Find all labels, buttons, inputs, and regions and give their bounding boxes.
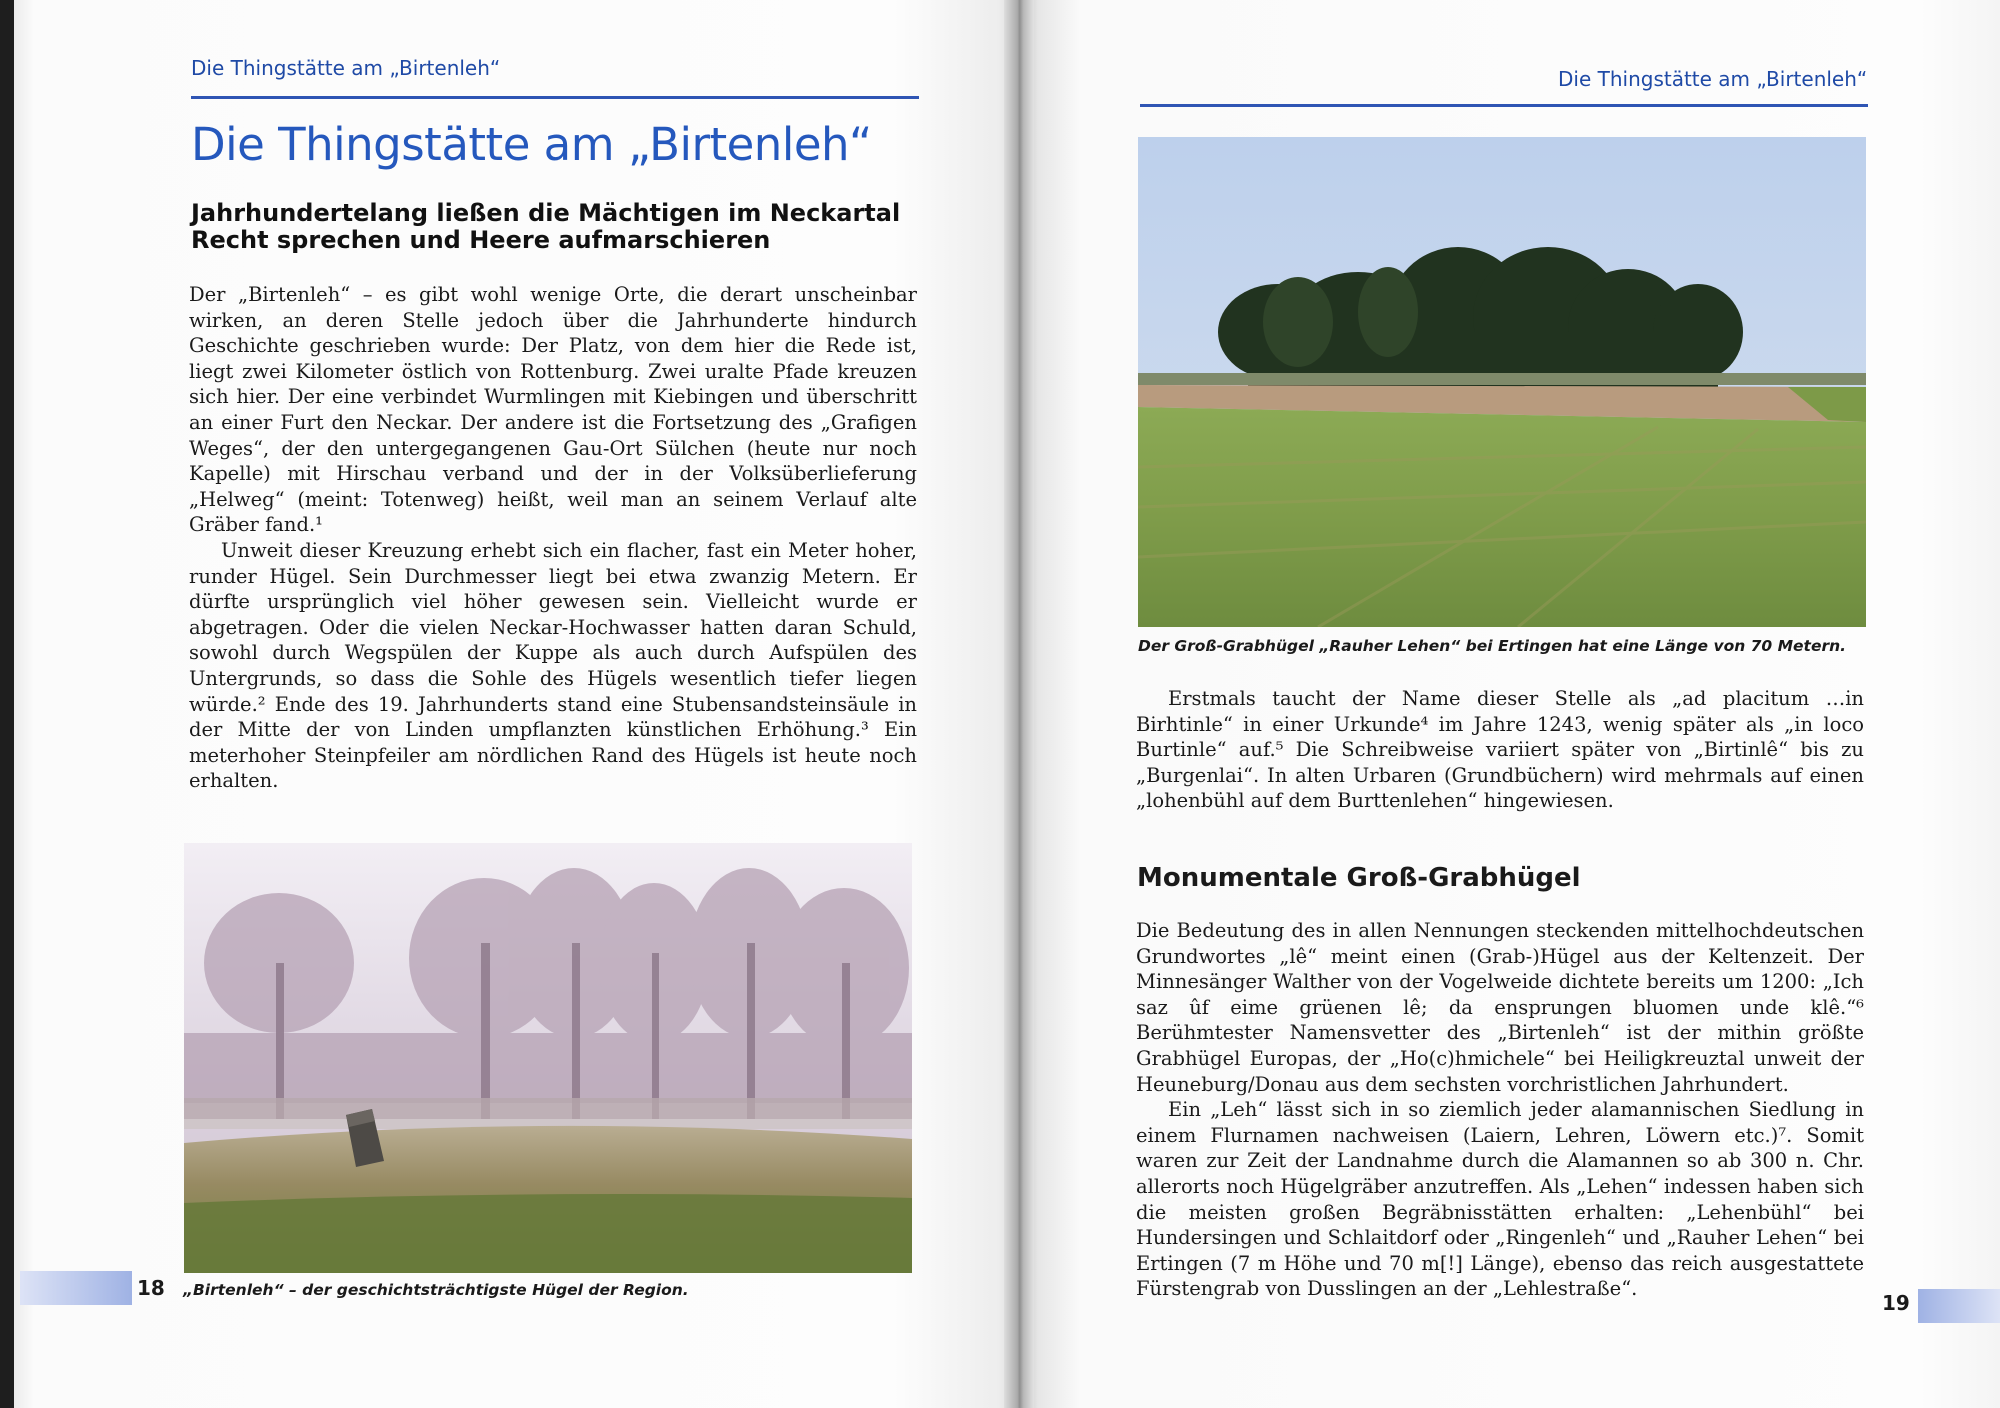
chapter-subtitle [191, 200, 951, 254]
left-paragraph-2: Unweit dieser Kreuzung erhebt sich ein flacher, fast ein Meter hoher, runder Hügel. Sein Durchmesser liegt bei etwa zwanzig Metern. Er dürfte ursprünglich viel höher gewesen sein. Vielleicht wurde er abgetragen. Oder die vielen Neckar-Hochwasser hatten daran Schuld, sowohl durch Wegspülen der Kuppe als auch durch Aufspülen des Untergrunds, so dass die Sohle des Hügels wesentlich tiefer liegen würde.² Ende des 19. Jahrhunderts stand eine Stubensandsteinsäule in der Mitte der von Linden umpflanzten künstlichen Erhöhung.³ Ein meterhoher Steinpfeiler am nördlichen Rand des Hügels ist heute noch erhalten. [189, 538, 917, 793]
subtitle-line-2: Recht sprechen und Heere aufmarschieren [191, 226, 771, 254]
header-rule-left [191, 96, 919, 99]
right-paragraph-2: Die Bedeutung des in allen Nennungen steckenden mittelhochdeutschen Grundwortes „lê“ meint einen (Grab-)Hügel aus der Keltenzeit. Der Minnesänger Walther von der Vogelweide dichtete bereits um 1200: „Ich saz ûf eime grüenen lê; da ensprungen bluomen unde klê.“⁶ Berühmtester Namensvetter des „Birtenleh“ ist der mithin größte Grabhügel Europas, der „Ho(c)hmichele“ bei Heiligkreuztal unweit der Heuneburg/Donau aus dem sechsten vorchristlichen Jahrhundert. [1136, 919, 1864, 1096]
page-tab-left [20, 1271, 132, 1305]
page-number-left: 18 [137, 1276, 165, 1300]
page-tab-right [1918, 1289, 2000, 1323]
page-number-right: 19 [1882, 1291, 1910, 1315]
right-body-text-2 [1136, 918, 1864, 1302]
right-photo-caption: Der Groß-Grabhügel „Rauher Lehen“ bei Ertingen hat eine Länge von 70 Metern. [1138, 637, 1847, 655]
birtenleh-photo [184, 843, 912, 1273]
right-body-text-1 [1136, 686, 1864, 814]
right-paragraph-1: Erstmals taucht der Name dieser Stelle als „ad placitum …in Birhtinle“ in einer Urkunde⁴ im Jahre 1243, wenig später als „in loco Burtinle“ auf.⁵ Die Schreibweise variiert später von „Birtinlê“ bis zu „Burgenlai“. In alten Urbaren (Grundbüchern) wird mehrmals auf einen „lohenbühl auf dem Burttenlehen“ hingewiesen. [1136, 687, 1864, 813]
left-body-text [189, 282, 917, 794]
right-paragraph-3: Ein „Leh“ lässt sich in so ziemlich jeder alamannischen Siedlung in einem Flurnamen nachweisen (Laiern, Lehren, Löwern etc.)⁷. Somit waren zur Zeit der Landnahme durch die Alamannen so ab 300 n. Chr. allerorts noch Hügelgräber anzutreffen. Als „Lehen“ indessen haben sich die meisten großen Begräbnisstätten erhalten: „Lehenbühl“ bei Hundersingen und Schlaitdorf oder „Ringenleh“ und „Rauher Lehen“ bei Ertingen (7 m Höhe und 70 m[!] Länge), ebenso das reich ausgestattete Fürstengrab von Dusslingen an der „Lehlestraße“. [1136, 1098, 1864, 1301]
chapter-title: Die Thingstätte am „Birtenleh“ [191, 118, 872, 171]
running-head-left: Die Thingstätte am „Birtenleh“ [191, 56, 501, 80]
book-gutter [1004, 0, 1034, 1408]
header-rule-right [1140, 104, 1868, 107]
left-paragraph-1: Der „Birtenleh“ – es gibt wohl wenige Orte, die derart unscheinbar wirken, an deren Stelle jedoch über die Jahrhunderte hindurch Geschichte geschrieben wurde: Der Platz, von dem hier die Rede ist, liegt zwei Kilometer östlich von Rottenburg. Zwei uralte Pfade kreuzen sich hier. Der eine verbindet Wurmlingen mit Kiebingen und überschritt an einer Furt den Neckar. Der andere ist die Fortsetzung des „Grafigen Weges“, der den untergegangenen Gau-Ort Sülchen (heute nur noch Kapelle) mit Hirschau verband und der in der Volksüberlieferung „Helweg“ (meint: Totenweg) heißt, weil man an seinem Verlauf alte Gräber fand.¹ [189, 283, 917, 537]
section-heading: Monumentale Groß-Grabhügel [1137, 863, 1581, 893]
running-head-right: Die Thingstätte am „Birtenleh“ [1558, 67, 1868, 91]
subtitle-line-1: Jahrhundertelang ließen die Mächtigen im Neckartal [191, 199, 901, 227]
left-photo-caption: „Birtenleh“ – der geschichtsträchtigste Hügel der Region. [183, 1281, 689, 1299]
rauher-lehen-photo [1138, 137, 1866, 627]
